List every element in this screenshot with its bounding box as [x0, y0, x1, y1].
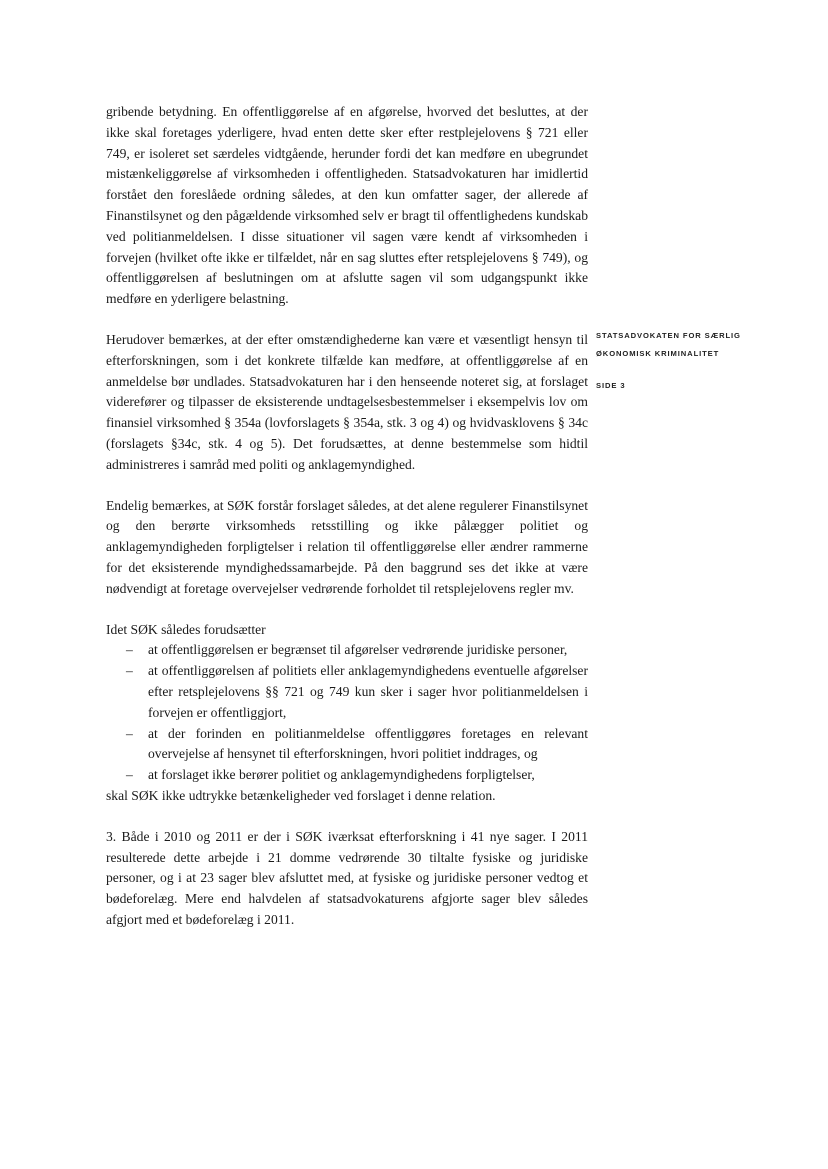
page-number: SIDE 3 — [596, 381, 626, 390]
assumptions-intro: Idet SØK således forudsætter — [106, 621, 266, 637]
letter-body — [106, 102, 588, 931]
assumptions-conclusion: skal SØK ikke udtrykke betænkeligheder ved forslaget i denne relation. — [106, 787, 496, 803]
paragraph-scope-understanding: Endelig bemærkes, at SØK forstår forslaget således, at det alene regulerer Finanstilsynet og den berørte virksomheds retsstilling og ikke pålægger politiet og anklagemyndigheden forpligtelser i relation til offentliggørelse eller ændrer rammerne for det eksisterende myndighedssamarbejde. På den baggrund ses det ikke at være nødvendigt at foretage overvejelser vedrørende forholdet til retsplejelovens regler mv. — [106, 497, 588, 596]
list-item: – at forslaget ikke berører politiet og anklagemyndighedens forpligtelser, — [106, 765, 588, 786]
paragraph-statistics: 3. Både i 2010 og 2011 er der i SØK iværksat efterforskning i 41 nye sager. I 2011 resulterede dette arbejde i 21 domme vedrørende 30 tiltalte fysiske og juridiske personer, og i at 23 sager blev afsluttet med, at fysiske og juridiske personer vedtog et bødeforelæg. Mere end halvdelen af statsadvokaturens afgjorte sager blev således afgjort med et bødeforelæg i 2011. — [106, 828, 588, 927]
org-name-line-2: ØKONOMISK KRIMINALITET — [596, 349, 720, 358]
list-item: – at offentliggørelsen af politiets eller anklagemyndighedens eventuelle afgørelser efter retsplejelovens §§ 721 og 749 kun sker i sager hvor politianmeldelsen i forvejen er offentliggjort, — [106, 661, 588, 723]
assumptions-block — [106, 620, 588, 807]
assumptions-list — [106, 640, 588, 786]
paragraph-investigation-concern: Herudover bemærkes, at der efter omstændighederne kan være et væsentligt hensyn til efterforskningen, som i det konkrete tilfælde kan medføre, at offentliggørelse af en anmeldelse bør undlades. Statsadvokaturen har i den henseende noteret sig, at forslaget viderefører og tilpasser de eksisterende undtagelsesbestemmelser i eksempelvis lov om finansiel virksomhed § 354a (lovforslagets § 354a, stk. 3 og 4) og hvidvasklovens § 34c (forslagets §34c, stk. 4 og 5). Det forudsættes, at denne bestemmelse som hidtil administreres i samråd med politi og anklagemyndighed. — [106, 331, 588, 472]
list-item: – at der forinden en politianmeldelse offentliggøres foretages en relevant overvejelse af hensynet til efterforskningen, hvori politiet inddrages, og — [106, 724, 588, 766]
paragraph-publication-effects: gribende betydning. En offentliggørelse af en afgørelse, hvorved det besluttes, at der ikke skal foretages yderligere, hvad enten dette sker efter restplejelovens § 721 eller 749, er isoleret set særdeles vidtgående, herunder fordi det kan medføre en ubegrundet mistænkeliggørelse af virksomheden i offentligheden. Statsadvokaturen har imidlertid forstået den foreslåede ordning således, at den kun omfatter sager, der allerede af Finanstilsynet og den pågældende virksomhed selv er bragt til offentlighedens kundskab ved politianmeldelsen. I disse situationer vil sagen være kendt af virksomheden i forvejen (hvilket ofte ikke er tilfældet, når en sag sluttes efter retsplejelovens § 749), og offentliggørelsen af beslutningen om at afslutte sagen vil som udgangspunkt ikke medføre en yderligere belastning. — [106, 104, 588, 307]
org-name-line-1: STATSADVOKATEN FOR SÆRLIG — [596, 331, 741, 340]
sender-organization — [596, 327, 796, 363]
list-item: – at offentliggørelsen er begrænset til afgørelser vedrørende juridiske personer, — [106, 640, 588, 661]
